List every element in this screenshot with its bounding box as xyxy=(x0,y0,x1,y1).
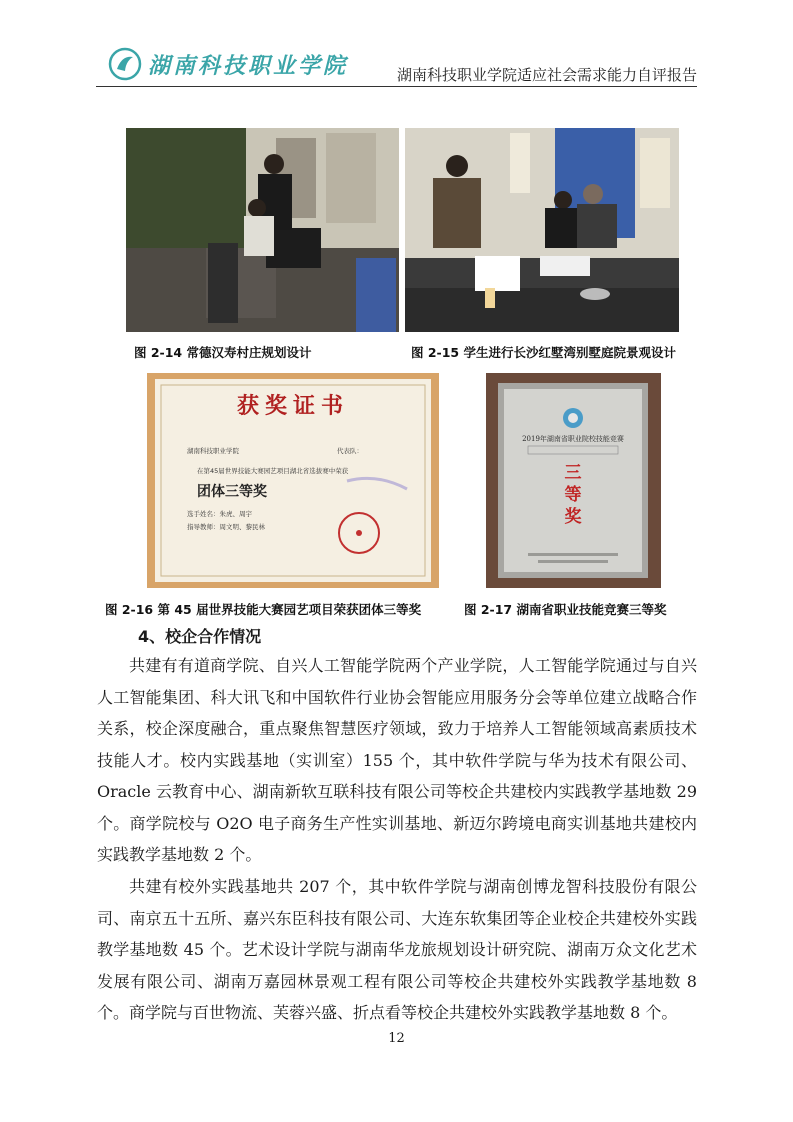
college-logo xyxy=(108,44,348,84)
figure-2-17-caption: 图 2-17 湖南省职业技能竞赛三等奖 xyxy=(464,602,667,617)
figure-2-15-caption: 图 2-15 学生进行长沙红墅湾别墅庭院景观设计 xyxy=(411,345,676,360)
certificate-image xyxy=(147,373,439,588)
photo-students-computer xyxy=(126,128,399,332)
certificate-line: 在第45届世界技能大赛园艺项目湖北省选拔赛中荣获 xyxy=(197,467,349,475)
figure-2-16-caption: 图 2-16 第 45 届世界技能大赛园艺项目荣获团体三等奖 xyxy=(105,602,422,617)
header-divider xyxy=(96,86,697,87)
photo-meeting xyxy=(405,128,679,332)
certificate-award: 团体三等奖 xyxy=(197,484,267,500)
figure-2-14-caption: 图 2-14 常德汉寿村庄规划设计 xyxy=(134,345,312,360)
certificate-school: 湖南科技职业学院 xyxy=(187,447,239,455)
plaque-award-char-1: 三 xyxy=(564,463,582,483)
certificate-rep: 代表队： xyxy=(337,447,363,455)
report-title: 湖南科技职业学院适应社会需求能力自评报告 xyxy=(396,66,697,84)
certificate-players: 选手姓名：朱虎、周宇 xyxy=(187,510,252,518)
paragraph-1: 共建有有道商学院、自兴人工智能学院两个产业学院，人工智能学院通过与自兴人工智能集团、科大讯飞和中国软件行业协会智能应用服务分会等单位建立战略合作关系，校企深度融合，重点聚焦智慧医疗领域，致力于培养人工智能领域高素质技术技能人才。校内实践基地（实训室）155 个，其中软件学院与华为技术有限公司、Oracle 云教育中心、湖南新软互联科技有限公司等校企共建校内实践教学基地数 29 个。商学院校与 O2O 电子商务生产性实训基地、新迈尔跨境电商实训基地共建校内实践教学基地数 2 个。 xyxy=(97,656,697,864)
plaque-award-char-3: 奖 xyxy=(564,507,582,527)
award-plaque-image xyxy=(486,373,661,588)
certificate-title: 获奖证书 xyxy=(236,393,350,419)
college-emblem-icon xyxy=(108,47,142,81)
paragraph-2: 共建有校外实践基地共 207 个，其中软件学院与湖南创博龙智科技股份有限公司、南京五十五所、嘉兴东臣科技有限公司、大连东软集团等企业校企共建校外实践教学基地数 45 个。艺术设计学院与湖南华龙旅规划设计研究院、湖南万众文化艺术发展有限公司、湖南万嘉园林景观工程有限公司等校企共建校外实践教学基地数 8 个。商学院与百世物流、芙蓉兴盛、折点看等校企共建校外实践教学基地数 8 个。 xyxy=(97,877,697,1022)
section-heading: 4、校企合作情况 xyxy=(138,627,262,646)
certificate-teachers: 指导教师：周文明、黎民林 xyxy=(187,523,265,531)
page-number: 12 xyxy=(388,1031,405,1046)
plaque-award-char-2: 等 xyxy=(564,485,582,505)
plaque-title: 2019年湖南省职业院校技能竞赛 xyxy=(522,435,624,443)
college-logo-text: 湖南科技职业学院 xyxy=(148,52,349,79)
